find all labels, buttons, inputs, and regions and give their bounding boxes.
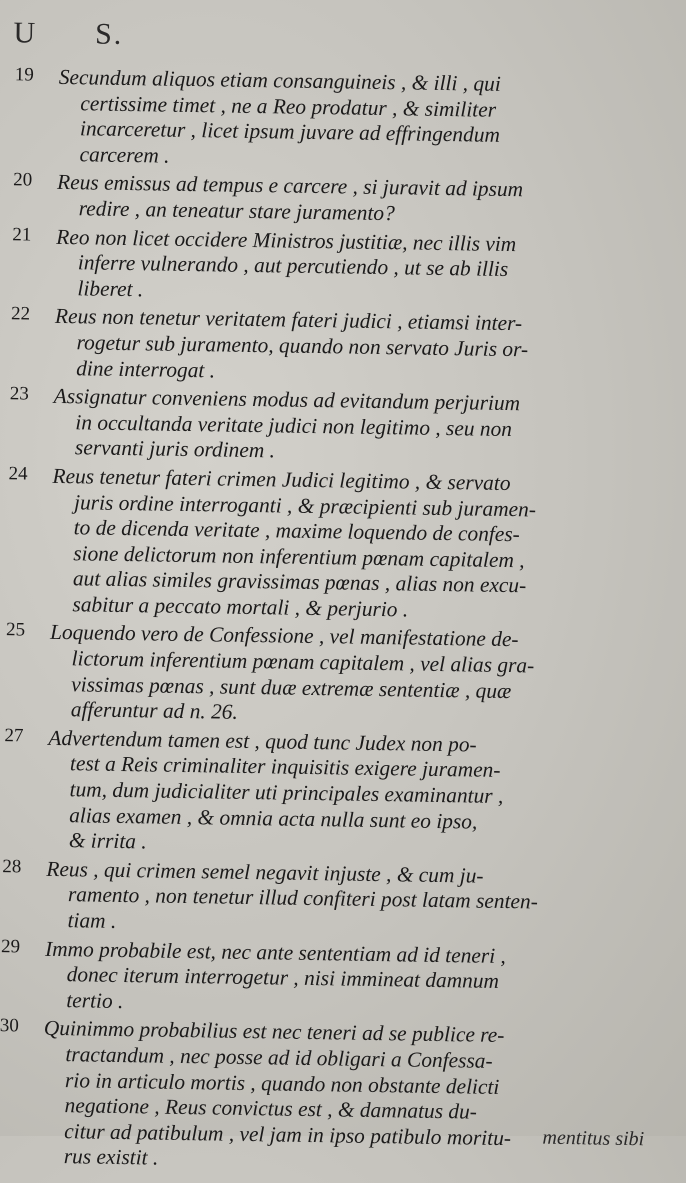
entry-line: tum, dum judicialiter uti principales examinantur , [69,777,504,809]
entry-line: tertio . [66,987,124,1013]
entry-line: tiam . [67,908,117,933]
entry-line: inferre vulnerando , aut percutiendo , ut se ab illis [77,250,509,282]
entry-line: negatione , Reus convictus est , & damnatus du- [64,1093,478,1124]
entry-line: sione delictorum non inferentium pœnam capitalem , [73,540,525,572]
entry-28 [1,856,647,943]
entry-number: 20 [13,169,33,191]
entry-number: 27 [4,725,24,747]
entry-line: aut alias similes gravissimas pœnas , alias non excu- [72,566,527,598]
entry-line: rogetur sub juramento, quando non servato Juris or- [76,330,529,362]
entry-line: alias examen , & omnia acta nulla sunt eo ipso, [69,802,478,834]
entry-text [54,304,656,390]
entry-text [42,1016,645,1179]
entry-line: Quinimmo probabilius est nec teneri ad se publice re- [43,1016,505,1048]
entry-line: vissimas pœnas , sunt duæ extremæ sententiæ , quæ [71,671,512,703]
entry-line: Assignatur conveniens modus ad evitandum perjurium [53,384,521,416]
entry-line: dine interrogat . [76,355,216,382]
entry-line: citur ad patibulum , vel jam in ipso patibulo moritu- [64,1118,512,1150]
entry-number: 19 [14,64,34,86]
entry-number: 21 [12,223,32,246]
entry-line: in occultanda veritate judici non legitimo , seu non [75,409,513,441]
entry-line: Reus emissus ad tempus e carcere , si juravit ad ipsum [56,170,524,202]
entry-21 [11,224,657,311]
entry-line: Immo probabile est, nec ante sententiam ad id teneri , [44,936,507,968]
entry-number: 29 [0,935,21,958]
entry-text [47,726,650,863]
entry-number: 24 [8,463,28,485]
entry-22 [10,304,656,391]
entry-line: & irrita . [68,828,147,854]
entry-line: Advertendum tamen est , quod tunc Judex non po- [48,725,477,757]
entry-25 [5,620,652,732]
entry-line: lictorum inferentium pœnam capitalem , vel alias gra- [71,646,535,678]
entry-text [57,170,659,231]
entry-23 [9,383,655,470]
entry-number: 28 [2,855,22,878]
entry-line: Reus , qui crimen semel negavit injuste , & cum ju- [46,856,484,888]
entry-line: to de dicenda veritate , maxime loquendo de confes- [73,515,520,547]
entry-number: 25 [5,619,26,641]
entry-text [57,65,660,177]
cut-off-next-line: mentitus sibi [542,1126,645,1151]
entry-line: ramento , non tenetur illud confiteri post latam senten- [67,882,539,914]
entry-text [44,936,646,1022]
header-right-letters: S. [94,17,124,51]
entry-29 [0,936,646,1023]
entry-text [53,384,655,470]
entry-line: Loquendo vero de Confessione , vel manifestatione de- [49,620,519,652]
running-header [13,16,123,52]
entry-line: redire , an teneatur stare juramento? [78,196,395,226]
entry-27 [3,725,650,863]
entry-text [49,620,652,732]
entry-20 [13,170,659,231]
entry-line: Reo non licet occidere Ministros justitiæ, nec illis vim [56,224,517,256]
entry-line: servanti juris ordinem . [74,435,276,463]
header-left-letter: U [13,16,38,50]
entry-line: Reus non tenetur veritatem fateri judici , etiamsi inter- [54,304,523,336]
entry-24 [6,463,653,627]
entry-30 [0,1016,645,1180]
entry-text [45,857,647,943]
entry-number: 30 [0,1015,20,1037]
entry-line: incarceretur , licet ipsum juvare ad effringendum [79,116,501,148]
entry-line: liberet . [77,276,144,302]
entry-line: test a Reis criminaliter inquisitis exigere juramen- [69,751,501,783]
entry-text [50,464,653,627]
entry-line: certissime timet , ne a Reo prodatur , & similiter [80,90,497,122]
entry-line: juris ordine interroganti , & præcipienti sub juramen- [73,489,537,521]
entry-line: afferuntur ad n. 26. [70,697,239,725]
entry-line: Secundum aliquos etiam consanguineis , & illi , qui [58,64,501,96]
entry-19 [13,64,660,176]
entry-number: 23 [9,383,29,405]
entry-line: tractandum , nec posse ad id obligari a Confessa- [65,1042,493,1073]
entry-line: rus existit . [63,1144,159,1170]
entry-line: carcerem . [79,142,170,168]
entry-text [55,224,657,310]
entry-line: rio in articulo mortis , quando non obstante delicti [64,1067,500,1099]
entry-line: sabitur a peccato mortali , & perjurio . [72,592,409,622]
entry-line: Reus tenetur fateri crimen Judici legitimo , & servato [52,463,511,495]
summary-entries [0,64,660,1182]
entry-number: 22 [10,303,31,325]
entry-line: donec iterum interrogetur , nisi immineat damnum [66,962,500,994]
